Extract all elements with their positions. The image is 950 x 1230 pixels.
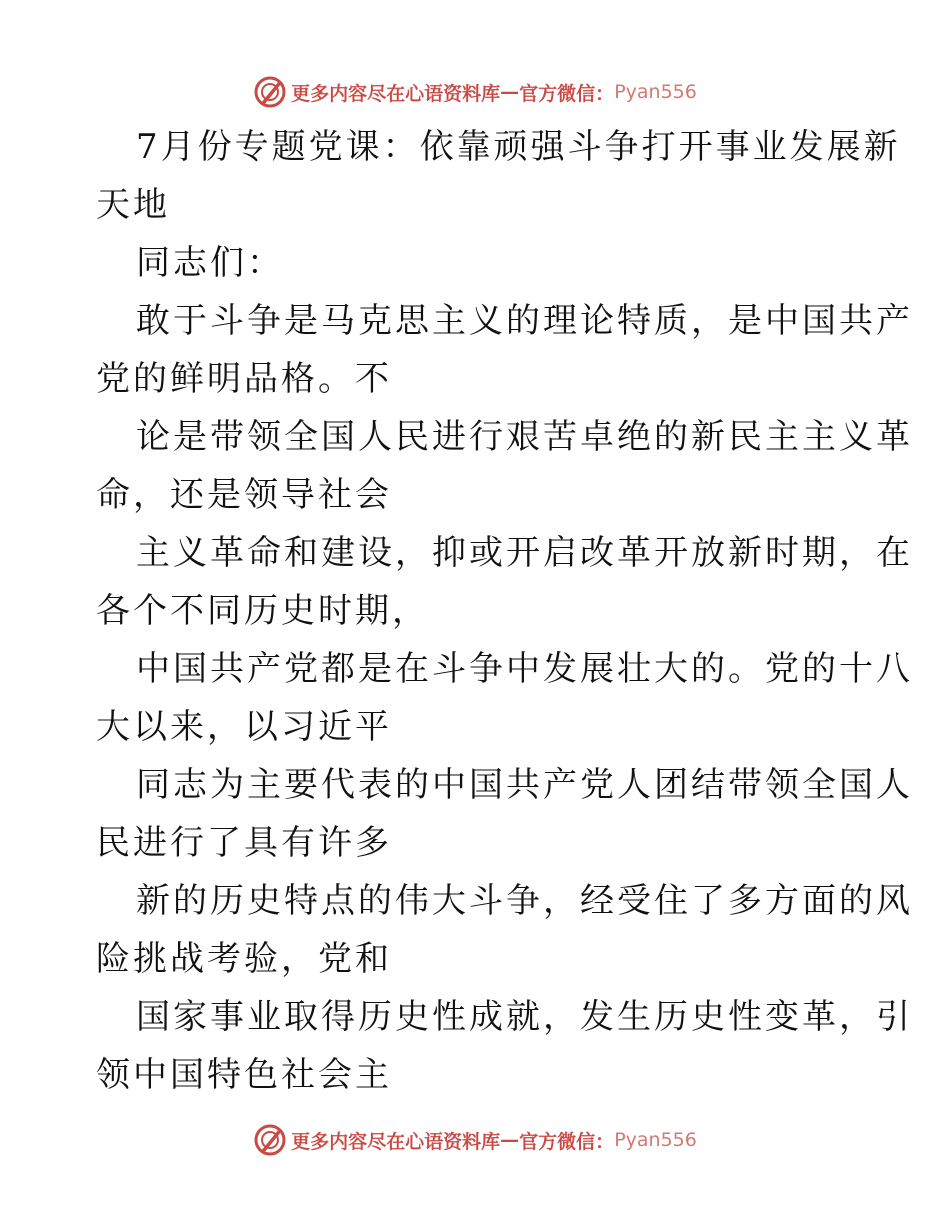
paragraph-line: 同志为主要代表的中国共产党人团结带领全国人: [136, 765, 913, 805]
header-banner: [0, 72, 950, 112]
quill-logo-icon: [253, 75, 287, 109]
quill-logo-icon: [253, 1123, 287, 1157]
paragraph-line: 党的鲜明品格。不: [96, 359, 392, 399]
footer-banner: [0, 1120, 950, 1160]
paragraph-line: 论是带领全国人民进行艰苦卓绝的新民主主义革: [136, 417, 913, 457]
salutation: 同志们：: [136, 243, 284, 283]
paragraph-line: 敢于斗争是马克思主义的理论特质，是中国共产: [136, 301, 913, 341]
banner-dash: —: [500, 1129, 520, 1151]
paragraph-line: 民进行了具有许多: [96, 823, 392, 863]
banner-wechat-id: Pyan556: [614, 1129, 697, 1151]
banner-wechat-label: 官方微信：: [519, 82, 615, 105]
paragraph-line: 各个不同历史时期，: [96, 591, 429, 631]
paragraph-line: 命，还是领导社会: [96, 475, 392, 515]
banner-text: 更多内容尽在心语资料库: [291, 1130, 501, 1153]
paragraph-line: 中国共产党都是在斗争中发展壮大的。党的十八: [136, 649, 913, 689]
banner-wechat-label: 官方微信：: [519, 1130, 615, 1153]
document-title: 7月份专题党课：依靠顽强斗争打开事业发展新: [136, 127, 901, 167]
paragraph-line: 领中国特色社会主: [96, 1055, 392, 1095]
paragraph-line: 大以来，以习近平: [96, 707, 392, 747]
document-body: [96, 118, 913, 1104]
banner-text: 更多内容尽在心语资料库: [291, 82, 501, 105]
paragraph-line: 主义革命和建设，抑或开启改革开放新时期，在: [136, 533, 913, 573]
banner-dash: —: [500, 81, 520, 103]
banner-wechat-id: Pyan556: [614, 81, 697, 103]
paragraph-line: 新的历史特点的伟大斗争，经受住了多方面的风: [136, 881, 913, 921]
paragraph-line: 险挑战考验，党和: [96, 939, 392, 979]
document-title-continued: 天地: [96, 185, 170, 225]
paragraph-line: 国家事业取得历史性成就，发生历史性变革，引: [136, 997, 913, 1037]
